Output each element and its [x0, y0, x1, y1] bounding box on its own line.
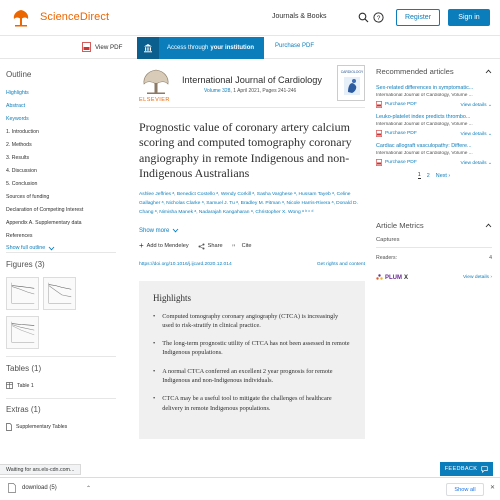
captures-label: Captures	[376, 237, 492, 248]
journals-books-link[interactable]: Journals & Books	[272, 13, 327, 20]
pdf-icon	[82, 42, 91, 52]
pdf-icon	[376, 159, 382, 166]
show-more-button[interactable]	[139, 228, 365, 234]
view-details-link[interactable]	[461, 160, 492, 166]
metrics-view-details-label: View details	[462, 275, 489, 280]
article-main	[139, 67, 365, 439]
purchase-pdf-label: Purchase PDF	[385, 102, 417, 107]
chevron-down-icon: ⌄	[487, 131, 492, 137]
chat-bubble-icon	[481, 466, 488, 473]
figure-thumbnails	[6, 277, 116, 352]
download-shelf	[0, 477, 500, 500]
view-pdf-label: View PDF	[95, 43, 123, 51]
chevron-down-icon	[172, 228, 179, 233]
author-list[interactable]: Ashlee Jeffries ᵃ, Benedict Costello ᵃ, Wendy Corkill ᵃ, Sasha Varghese ᵃ, Hussam Tayeb ᵃ, Celine Gallagher ᵃ, Nicholas Clarke ᵃ, Samuel J. Tu ᵃ, Bradley M. Pitman ᵃ, Nicole Harris-Rivera ᵃ, Donald D. Chang ᵃ, Nimisha Manek ᵃ, Nadarajah Kangaharan ᵃ, Christopher X. Wong ᵃ ᵇ ᶜ ᵈ	[139, 192, 358, 215]
feedback-label: FEEDBACK	[444, 466, 478, 472]
table-item-label: Table 1	[17, 382, 34, 389]
outline-list	[6, 87, 114, 243]
highlight-item	[153, 339, 351, 358]
download-item[interactable]	[8, 483, 57, 493]
volume-link[interactable]: Volume 328	[204, 88, 231, 94]
highlight-text: A normal CTCA conferred an excellent 2 year prognosis for remote Indigenous and non-Indigenous individuals.	[162, 367, 333, 385]
extras-item-label: Supplementary Tables	[16, 424, 68, 430]
share-button[interactable]	[198, 243, 223, 250]
extras-title: Extras (1)	[6, 405, 41, 414]
readers-value: 4	[489, 255, 492, 261]
recommended-pagination	[376, 172, 492, 179]
recommended-title: Recommended articles	[376, 67, 454, 76]
bullet-icon: •	[153, 395, 156, 403]
outline-item[interactable]: 1. Introduction	[6, 129, 39, 135]
outline-title: Outline	[6, 70, 32, 79]
figure-thumbnail[interactable]	[43, 277, 76, 310]
view-details-label: View details	[460, 160, 487, 166]
help-icon[interactable]	[373, 12, 384, 23]
divider	[6, 356, 116, 357]
recommended-link[interactable]: Cardiac allograft vasculopathy: Differe...	[376, 143, 472, 149]
table-icon	[6, 382, 13, 389]
highlights-box	[139, 281, 365, 439]
metrics-title: Article Metrics	[376, 221, 424, 230]
outline-item[interactable]: Declaration of Competing Interest	[6, 207, 84, 213]
next-label: Next	[435, 172, 447, 179]
file-icon	[8, 483, 16, 493]
chevron-up-icon[interactable]	[485, 69, 492, 74]
plumx-logo[interactable]	[376, 274, 408, 281]
purchase-pdf-label: Purchase PDF	[385, 131, 417, 136]
publisher-name: ELSEVIER	[139, 97, 170, 103]
pdf-icon	[376, 130, 382, 137]
plumx-icon	[376, 274, 383, 281]
plumx-text-b: X	[404, 274, 409, 281]
recommended-source: International Journal of Cardiology, Volume ...	[376, 122, 473, 127]
outline-item[interactable]: Appendix A. Supplementary data	[6, 220, 82, 226]
doi-row	[139, 262, 365, 267]
purchase-pdf-link[interactable]	[376, 130, 417, 137]
share-icon	[198, 243, 205, 250]
svg-text:": "	[231, 242, 235, 250]
show-full-outline-button[interactable]	[6, 245, 114, 251]
highlight-text: CTCA may be a useful tool to mitigate the challenges of healthcare delivery in remote Indigenous populations.	[162, 395, 332, 412]
cover-title: CARDIOLOGY	[340, 70, 364, 74]
show-all-downloads-button[interactable]: Show all	[446, 483, 484, 496]
purchase-pdf-link[interactable]: Purchase PDF	[275, 43, 315, 49]
outline-item[interactable]: Abstract	[6, 103, 26, 109]
bullet-icon: •	[153, 312, 156, 320]
highlights-title: Highlights	[153, 292, 192, 303]
recommended-source: International Journal of Cardiology, Volume ...	[376, 93, 473, 98]
doi-link[interactable]: https://doi.org/10.1016/j.ijcard.2020.12.014	[139, 261, 232, 267]
recommended-link[interactable]: Sex-related differences in symptomatic...	[376, 85, 474, 91]
recommended-item	[376, 143, 492, 166]
chevron-down-icon: ⌄	[487, 102, 492, 108]
outline-item[interactable]: Keywords	[6, 116, 29, 122]
institution-icon	[137, 37, 159, 59]
divider	[139, 107, 365, 108]
figures-title: Figures (3)	[6, 260, 45, 269]
brand-name[interactable]: ScienceDirect	[40, 11, 110, 23]
divider	[6, 252, 116, 253]
plumx-row	[376, 274, 492, 281]
access-institution-button[interactable]	[137, 37, 264, 59]
feedback-button[interactable]	[440, 462, 493, 476]
highlight-text: The long-term prognostic utility of CTCA has not been assessed in remote Indigenous populations.	[162, 340, 350, 357]
outline-item[interactable]: References	[6, 233, 33, 239]
figure-thumbnail[interactable]	[6, 316, 39, 349]
tables-title: Tables (1)	[6, 364, 42, 373]
journal-header	[139, 67, 365, 107]
outline-item[interactable]: 4. Discussion	[6, 168, 37, 174]
rights-link[interactable]: Get rights and content	[316, 261, 365, 267]
purchase-pdf-link[interactable]	[376, 101, 417, 108]
cite-button[interactable]	[232, 243, 252, 250]
recommended-item	[376, 85, 492, 108]
outline-item[interactable]: 5. Conclusion	[6, 181, 38, 187]
show-more-label: Show more	[139, 227, 170, 234]
download-item-label: download (5)	[22, 485, 57, 491]
close-icon[interactable]: ✕	[490, 485, 496, 491]
extras-item[interactable]	[6, 423, 116, 431]
metrics-view-details-link[interactable]	[463, 275, 492, 280]
article-title: Prognostic value of coronary artery calcium scoring and computed tomography coronary angiography in remote Indigenous and non-Indigenous Australians	[139, 120, 352, 180]
outline-panel	[6, 70, 114, 251]
recommended-actions	[376, 130, 492, 137]
outline-item[interactable]: 3. Results	[6, 155, 30, 161]
article-metrics-panel	[376, 221, 492, 281]
highlight-item	[153, 312, 351, 331]
bullet-icon: •	[153, 340, 156, 348]
journal-title[interactable]: International Journal of Cardiology	[182, 75, 322, 85]
recommended-link[interactable]: Leuko-platelet index predicts thrombo...	[376, 114, 471, 120]
plumx-text-a: PLUM	[385, 274, 402, 281]
pdf-icon	[376, 101, 382, 108]
figures-panel	[6, 260, 116, 352]
share-label: Share	[207, 243, 223, 250]
page-1[interactable]: 1	[417, 172, 421, 178]
chevron-down-icon	[48, 246, 55, 251]
tables-panel	[6, 364, 116, 389]
chevron-down-icon: ⌄	[487, 160, 492, 166]
view-details-link[interactable]	[461, 131, 492, 137]
recommended-header[interactable]	[376, 67, 492, 76]
table-item[interactable]	[6, 382, 116, 389]
add-to-mendeley-button[interactable]	[139, 243, 189, 249]
view-pdf-button[interactable]	[82, 42, 122, 52]
plus-icon: +	[139, 241, 144, 251]
quote-icon	[232, 243, 239, 250]
recommended-source: International Journal of Cardiology, Volume ...	[376, 151, 473, 156]
metrics-header[interactable]	[376, 221, 492, 230]
recommended-actions	[376, 101, 492, 108]
document-icon	[6, 423, 12, 431]
journal-cover[interactable]	[337, 65, 365, 101]
recommended-list	[376, 85, 492, 166]
access-prefix: Access through	[167, 45, 209, 51]
outline-item[interactable]: 2. Methods	[6, 142, 32, 148]
cite-label: Cite	[241, 243, 252, 250]
readers-row	[376, 255, 492, 261]
chevron-right-icon: ›	[490, 275, 492, 280]
svg-text:?: ?	[376, 15, 381, 22]
site-header	[0, 0, 500, 36]
figure-thumbnail[interactable]	[6, 277, 39, 310]
chevron-up-icon[interactable]: ⌃	[86, 486, 92, 492]
article-toolbar	[0, 37, 500, 59]
chevron-right-icon: ›	[448, 172, 451, 179]
page-2[interactable]: 2	[426, 172, 430, 179]
browser-status-text: Waiting for ars.els-cdn.com...	[0, 464, 81, 475]
show-full-outline-label: Show full outline	[6, 245, 46, 251]
divider	[6, 398, 116, 399]
next-page-button[interactable]	[436, 173, 450, 179]
view-details-label: View details	[460, 102, 487, 108]
add-mendeley-label: Add to Mendeley	[146, 243, 189, 250]
outline-item[interactable]: Highlights	[6, 90, 29, 96]
highlight-item	[153, 367, 351, 386]
elsevier-logo-icon[interactable]	[8, 7, 34, 29]
access-bold: your institution	[210, 45, 255, 51]
register-button[interactable]: Register	[396, 9, 440, 26]
view-details-label: View details	[460, 131, 487, 137]
view-details-link[interactable]	[461, 102, 492, 108]
outline-item[interactable]: Sources of funding	[6, 194, 50, 200]
article-actions	[139, 243, 365, 250]
highlights-list	[153, 312, 351, 413]
recommended-item	[376, 114, 492, 137]
highlight-item	[153, 394, 351, 413]
chevron-up-icon[interactable]	[485, 223, 492, 228]
sign-in-button[interactable]: Sign in	[448, 9, 490, 26]
bullet-icon: •	[153, 367, 156, 375]
search-icon[interactable]	[358, 12, 369, 23]
extras-panel	[6, 405, 116, 431]
recommended-actions	[376, 159, 492, 166]
purchase-pdf-label: Purchase PDF	[385, 160, 417, 165]
purchase-pdf-link[interactable]	[376, 159, 417, 166]
readers-label: Readers:	[376, 255, 398, 261]
volume-details: , 1 April 2021, Pages 241-246	[230, 88, 297, 94]
highlight-text: Computed tomography coronary angiography (CTCA) is increasingly used to risk-stratify in clinical practice.	[162, 312, 339, 329]
journal-volume	[204, 88, 296, 94]
recommended-panel	[376, 67, 492, 179]
